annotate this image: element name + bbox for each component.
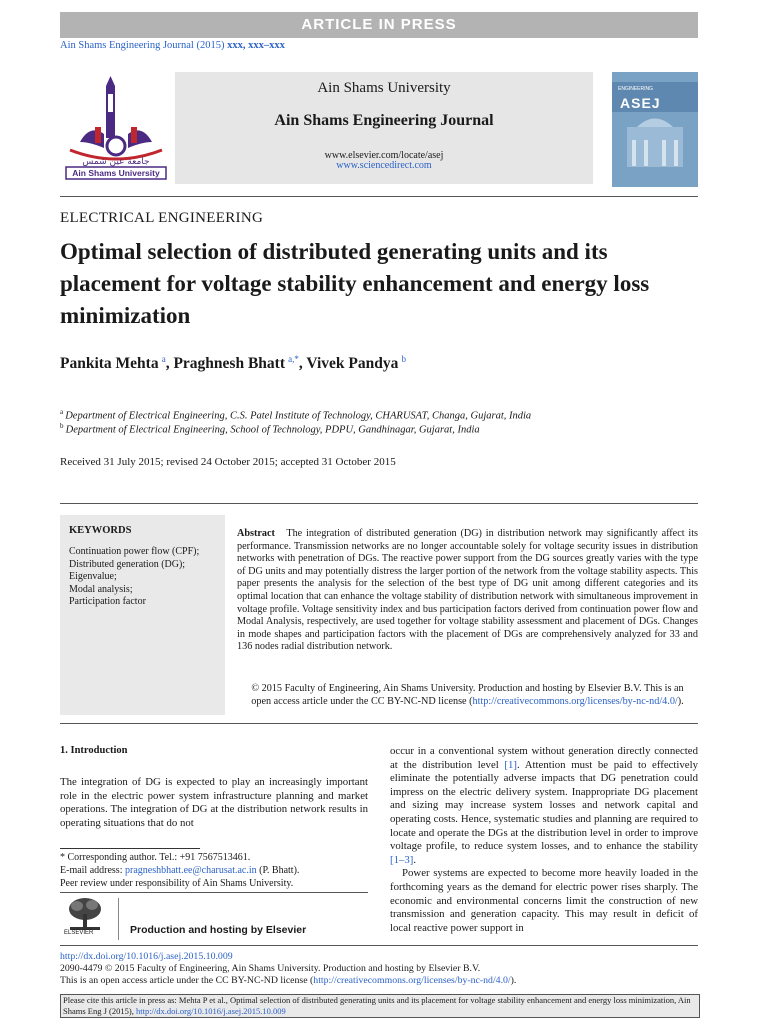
- email-label: E-mail address:: [60, 865, 125, 876]
- author-affiliation-mark[interactable]: a: [161, 354, 166, 364]
- received-dates: Received 31 July 2015; revised 24 October 2015; accepted 31 October 2015: [60, 456, 396, 468]
- article-title: Optimal selection of distributed generating units and its placement for voltage stability enhancement and energy loss minimization: [60, 239, 650, 328]
- body-column-left: [60, 776, 368, 830]
- reference-link[interactable]: [1–3]: [390, 853, 414, 866]
- email-suffix: (P. Bhatt).: [256, 865, 300, 876]
- abstract-text: The integration of distributed generation (DG) in distribution network may significantly affect its performance. Transmission networks are no longer accountable solely for voltage security issues in distribution networks with penetration of DGs. The reactive power support from the DG sources greatly varies with the type of DG units and may potentially distress the larger portion of the network from the voltage stability aspects. This paper presents the analysis for the selection of the best type of DG unit among different categories and its optimal location that can enhance the voltage stability of distribution network with simultaneous improvement in voltage profile. Voltage sensitivity index and bus participation factors derived from continuation power flow and Modal Analysis, respectively, are used together for voltage stability assessment and placement of DGs. Changes in mode shapes and participation factors with the placement of DGs are comprehensively analyzed for 33 and 136 nodes radial distribution network.: [237, 528, 698, 653]
- keyword-item: Continuation power flow (CPF);: [69, 546, 200, 557]
- journal-citation-pages: xxx, xxx–xxx: [227, 40, 285, 51]
- sciencedirect-url[interactable]: www.sciencedirect.com: [336, 160, 432, 171]
- author-name: Pankita Mehta: [60, 355, 159, 373]
- paragraph-text: . Attention must be paid to effectively eliminate the potentially adverse impacts that DG penetration could impress on the electric delivery system. Inappropriate DG placement and sizing may increase system losses and network capital and operating costs. Hence, systematic studies and planning are required to locate and operate the DGs at the distribution level in order to improve voltage profile, to reduce system losses, and to enhance the stability: [390, 758, 698, 853]
- journal-cover-icon: [612, 72, 698, 187]
- paragraph: The integration of DG is expected to play an increasingly important role in the electric power system infrastructure planning and market operations. The integration of DG at the distribution network results in operating situations that do not: [60, 776, 368, 829]
- section-label: ELECTRICAL ENGINEERING: [60, 210, 264, 226]
- university-logo-icon: [60, 72, 172, 184]
- elsevier-label: ELSEVIER: [64, 930, 94, 936]
- keyword-item: Eigenvalue;: [69, 571, 117, 582]
- abstract-license: [237, 696, 698, 709]
- keywords-title: KEYWORDS: [69, 525, 132, 536]
- email-note: [60, 865, 299, 877]
- footer-divider: [60, 945, 698, 946]
- keyword-item: Modal analysis;: [69, 583, 133, 595]
- university-logo: [60, 72, 172, 184]
- cite-text: Please cite this article in press as: Mehta P et al., Optimal selection of distributed generating units and its placement for voltage stability enhancement and energy loss minimization, Ain Shams Eng J (2015),: [63, 995, 691, 1016]
- journal-name: Ain Shams Engineering Journal: [274, 112, 494, 129]
- elsevier-top-divider: [60, 892, 368, 893]
- logo-arabic-text: جامعة عين شمس: [82, 157, 150, 167]
- reference-link[interactable]: [1]: [504, 758, 517, 771]
- elsevier-url[interactable]: www.elsevier.com/locate/asej: [324, 150, 444, 161]
- affiliation-mark: a: [60, 408, 64, 416]
- paragraph-text: .: [413, 853, 417, 866]
- author-name: Praghnesh Bhatt: [173, 355, 285, 373]
- license-text: open access article under the CC BY-NC-ND license (: [251, 696, 473, 707]
- abstract: [237, 528, 698, 654]
- journal-citation: [60, 40, 285, 51]
- affiliation: [60, 422, 480, 436]
- journal-cover: [612, 72, 698, 187]
- affiliation-mark: b: [60, 422, 64, 430]
- open-access-line: [60, 975, 516, 987]
- elsevier-hosting-text: Production and hosting by Elsevier: [130, 924, 307, 936]
- email-link[interactable]: pragneshbhatt.ee@charusat.ac.in: [124, 865, 257, 876]
- abstract-top-divider: [60, 503, 698, 504]
- cite-doi-link[interactable]: http://dx.doi.org/10.1016/j.asej.2015.10.009: [135, 1005, 286, 1016]
- section-heading-introduction: 1. Introduction: [60, 745, 128, 756]
- paragraph: Power systems are expected to become more heavily loaded in the forthcoming years as the demand for electric power rises sharply. The economic and environmental concerns limit the construction of new transmission and generation capacity. This may result in deficit of local reactive power support in: [390, 867, 698, 934]
- journal-citation-name[interactable]: Ain Shams Engineering Journal (2015): [60, 40, 228, 51]
- university-name: Ain Shams University: [317, 80, 451, 96]
- abstract-label: Abstract: [237, 528, 275, 539]
- cover-brand-text: ASEJ: [620, 95, 661, 111]
- elsevier-tree-icon: [62, 896, 108, 932]
- issn-line: 2090-4479 © 2015 Faculty of Engineering, Ain Shams University. Production and hosting by Elsevier B.V.: [60, 963, 481, 974]
- corresponding-author-note: * Corresponding author. Tel.: +91 7567513461.: [60, 852, 251, 863]
- keyword-item: Participation factor: [69, 596, 146, 607]
- keywords-panel: [60, 515, 225, 715]
- license-link[interactable]: http://creativecommons.org/licenses/by-nc-nd/4.0/: [472, 696, 678, 707]
- keyword-item: Distributed generation (DG);: [69, 558, 186, 570]
- elsevier-separator: [118, 898, 119, 940]
- abstract-copyright: © 2015 Faculty of Engineering, Ain Shams University. Production and hosting by Elsevier B.V. This is an: [251, 683, 684, 694]
- peer-review-note: Peer review under responsibility of Ain Shams University.: [60, 878, 294, 889]
- logo-text: Ain Shams University: [72, 168, 160, 178]
- doi-link[interactable]: http://dx.doi.org/10.1016/j.asej.2015.10.009: [60, 951, 233, 962]
- cover-top-text: ENGINEERING: [618, 86, 654, 92]
- open-access-license-link[interactable]: http://creativecommons.org/licenses/by-nc-nd/4.0/: [313, 975, 511, 986]
- open-access-suffix: ).: [510, 975, 517, 986]
- license-end: ).: [677, 696, 684, 707]
- affiliation-text: Department of Electrical Engineering, School of Technology, PDPU, Gandhinagar, Gujarat, India: [65, 424, 480, 436]
- footnote-divider: [60, 848, 200, 849]
- article-in-press-banner: ARTICLE IN PRESS: [60, 12, 698, 38]
- affiliation: [60, 408, 531, 422]
- keywords-list: [69, 546, 224, 609]
- author-affiliation-mark[interactable]: b: [401, 354, 406, 364]
- author-list: Pankita Mehta $^a$, Praghnesh Bhatt $^{a,*}$, Vivek Pandya $^b$: [60, 354, 406, 373]
- paragraph-text: occur in a conventional system without generation directly connected at the distribution level: [390, 745, 698, 771]
- affiliation-text: Department of Electrical Engineering, C.S. Patel Institute of Technology, CHARUSAT, Changa, Gujarat, India: [65, 410, 532, 422]
- author-name: Vivek Pandya: [306, 355, 399, 373]
- open-access-text: This is an open access article under the CC BY-NC-ND license (: [60, 975, 314, 986]
- abstract-bottom-divider: [60, 723, 698, 724]
- paragraph: [390, 745, 698, 867]
- body-column-right: [390, 745, 698, 935]
- header-divider: [60, 196, 698, 197]
- cite-this-article-box: [60, 994, 700, 1018]
- author-affiliation-mark[interactable]: a,*: [288, 354, 299, 364]
